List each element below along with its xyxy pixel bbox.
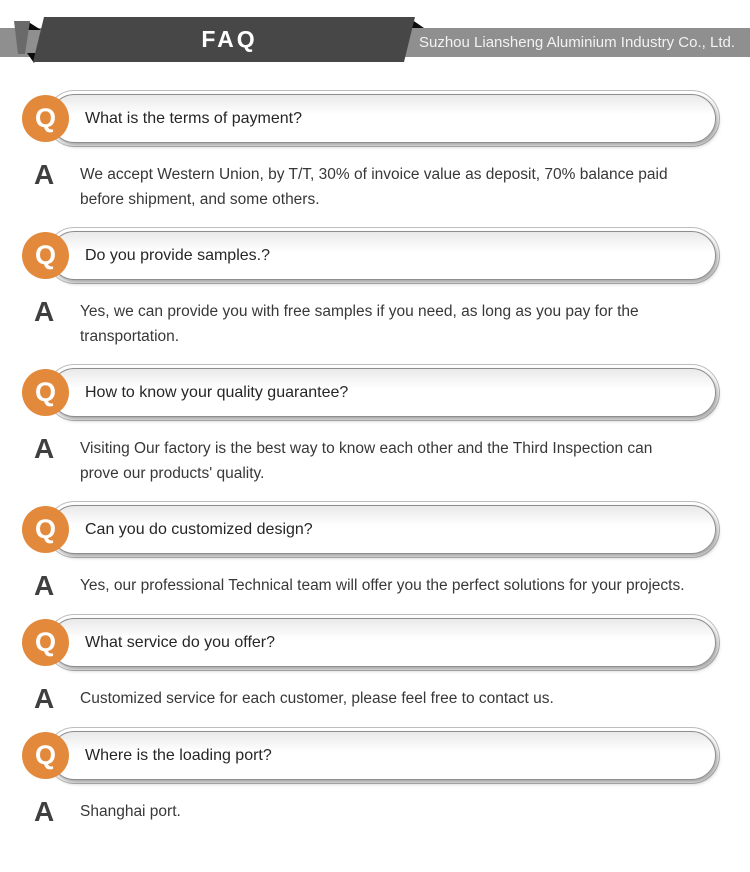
- answer-badge: A: [34, 570, 55, 601]
- question-pill: [46, 614, 720, 671]
- faq-item: [0, 501, 750, 599]
- q-badge-label: Q: [34, 377, 56, 407]
- question-text: What service do you offer?: [85, 633, 276, 651]
- question-pill-inner: [50, 231, 716, 280]
- answer-text: Visiting Our factory is the best way to know each other and the Third Inspection can prove our products' quality.: [80, 440, 653, 482]
- question-pill-inner: [50, 368, 716, 417]
- question-text: Where is the loading port?: [85, 746, 272, 764]
- company-name: Suzhou Liansheng Aluminium Industry Co., Ltd.: [418, 34, 736, 51]
- question-pill-inner: [50, 618, 716, 667]
- answer-row: [34, 296, 750, 349]
- q-badge-label: Q: [34, 103, 56, 133]
- question-pill: [46, 364, 720, 421]
- answer-badge: A: [34, 683, 55, 714]
- question-pill: [46, 727, 720, 784]
- question-text: Can you do customized design?: [85, 520, 313, 538]
- question-row: [22, 727, 720, 784]
- answer-row: [34, 159, 750, 212]
- question-pill: [46, 227, 720, 284]
- answer-text: Yes, our professional Technical team will offer you the perfect solutions for your projects.: [80, 577, 685, 594]
- question-row: [22, 90, 720, 147]
- header-ribbon: [0, 0, 750, 80]
- question-pill-inner: [50, 505, 716, 554]
- faq-item: [0, 364, 750, 486]
- q-badge-label: Q: [34, 740, 56, 770]
- q-badge-label: Q: [34, 627, 56, 657]
- faq-item: [0, 727, 750, 825]
- answer-row: [34, 683, 750, 714]
- question-row: [22, 364, 720, 421]
- answer-badge: A: [34, 296, 55, 327]
- question-pill-inner: [50, 94, 716, 143]
- faq-item: [0, 90, 750, 212]
- question-row: [22, 227, 720, 284]
- answer-row: [34, 796, 750, 827]
- answer-badge: A: [34, 433, 55, 464]
- question-text: What is the terms of payment?: [85, 109, 302, 127]
- answer-badge: A: [34, 796, 55, 827]
- faq-list: [0, 80, 750, 825]
- question-pill: [46, 501, 720, 558]
- question-text: Do you provide samples.?: [85, 246, 270, 264]
- q-badge: [22, 369, 69, 416]
- answer-row: [34, 570, 750, 601]
- q-badge: [22, 619, 69, 666]
- answer-text: Customized service for each customer, please feel free to contact us.: [80, 690, 554, 707]
- question-pill-inner: [50, 731, 716, 780]
- answer-badge: A: [34, 159, 55, 190]
- faq-item: [0, 614, 750, 712]
- question-row: [22, 614, 720, 671]
- question-text: How to know your quality guarantee?: [85, 383, 349, 401]
- q-badge: [22, 232, 69, 279]
- page-title: FAQ: [201, 26, 258, 52]
- question-pill: [46, 90, 720, 147]
- q-badge-label: Q: [34, 240, 56, 270]
- q-badge: [22, 732, 69, 779]
- answer-text: Shanghai port.: [80, 803, 181, 820]
- q-badge: [22, 95, 69, 142]
- answer-text: Yes, we can provide you with free samples if you need, as long as you pay for the transportation.: [80, 303, 639, 345]
- answer-text: We accept Western Union, by T/T, 30% of invoice value as deposit, 70% balance paid before shipment, and some others.: [80, 166, 668, 208]
- faq-item: [0, 227, 750, 349]
- question-row: [22, 501, 720, 558]
- answer-row: [34, 433, 750, 486]
- q-badge-label: Q: [34, 514, 56, 544]
- q-badge: [22, 506, 69, 553]
